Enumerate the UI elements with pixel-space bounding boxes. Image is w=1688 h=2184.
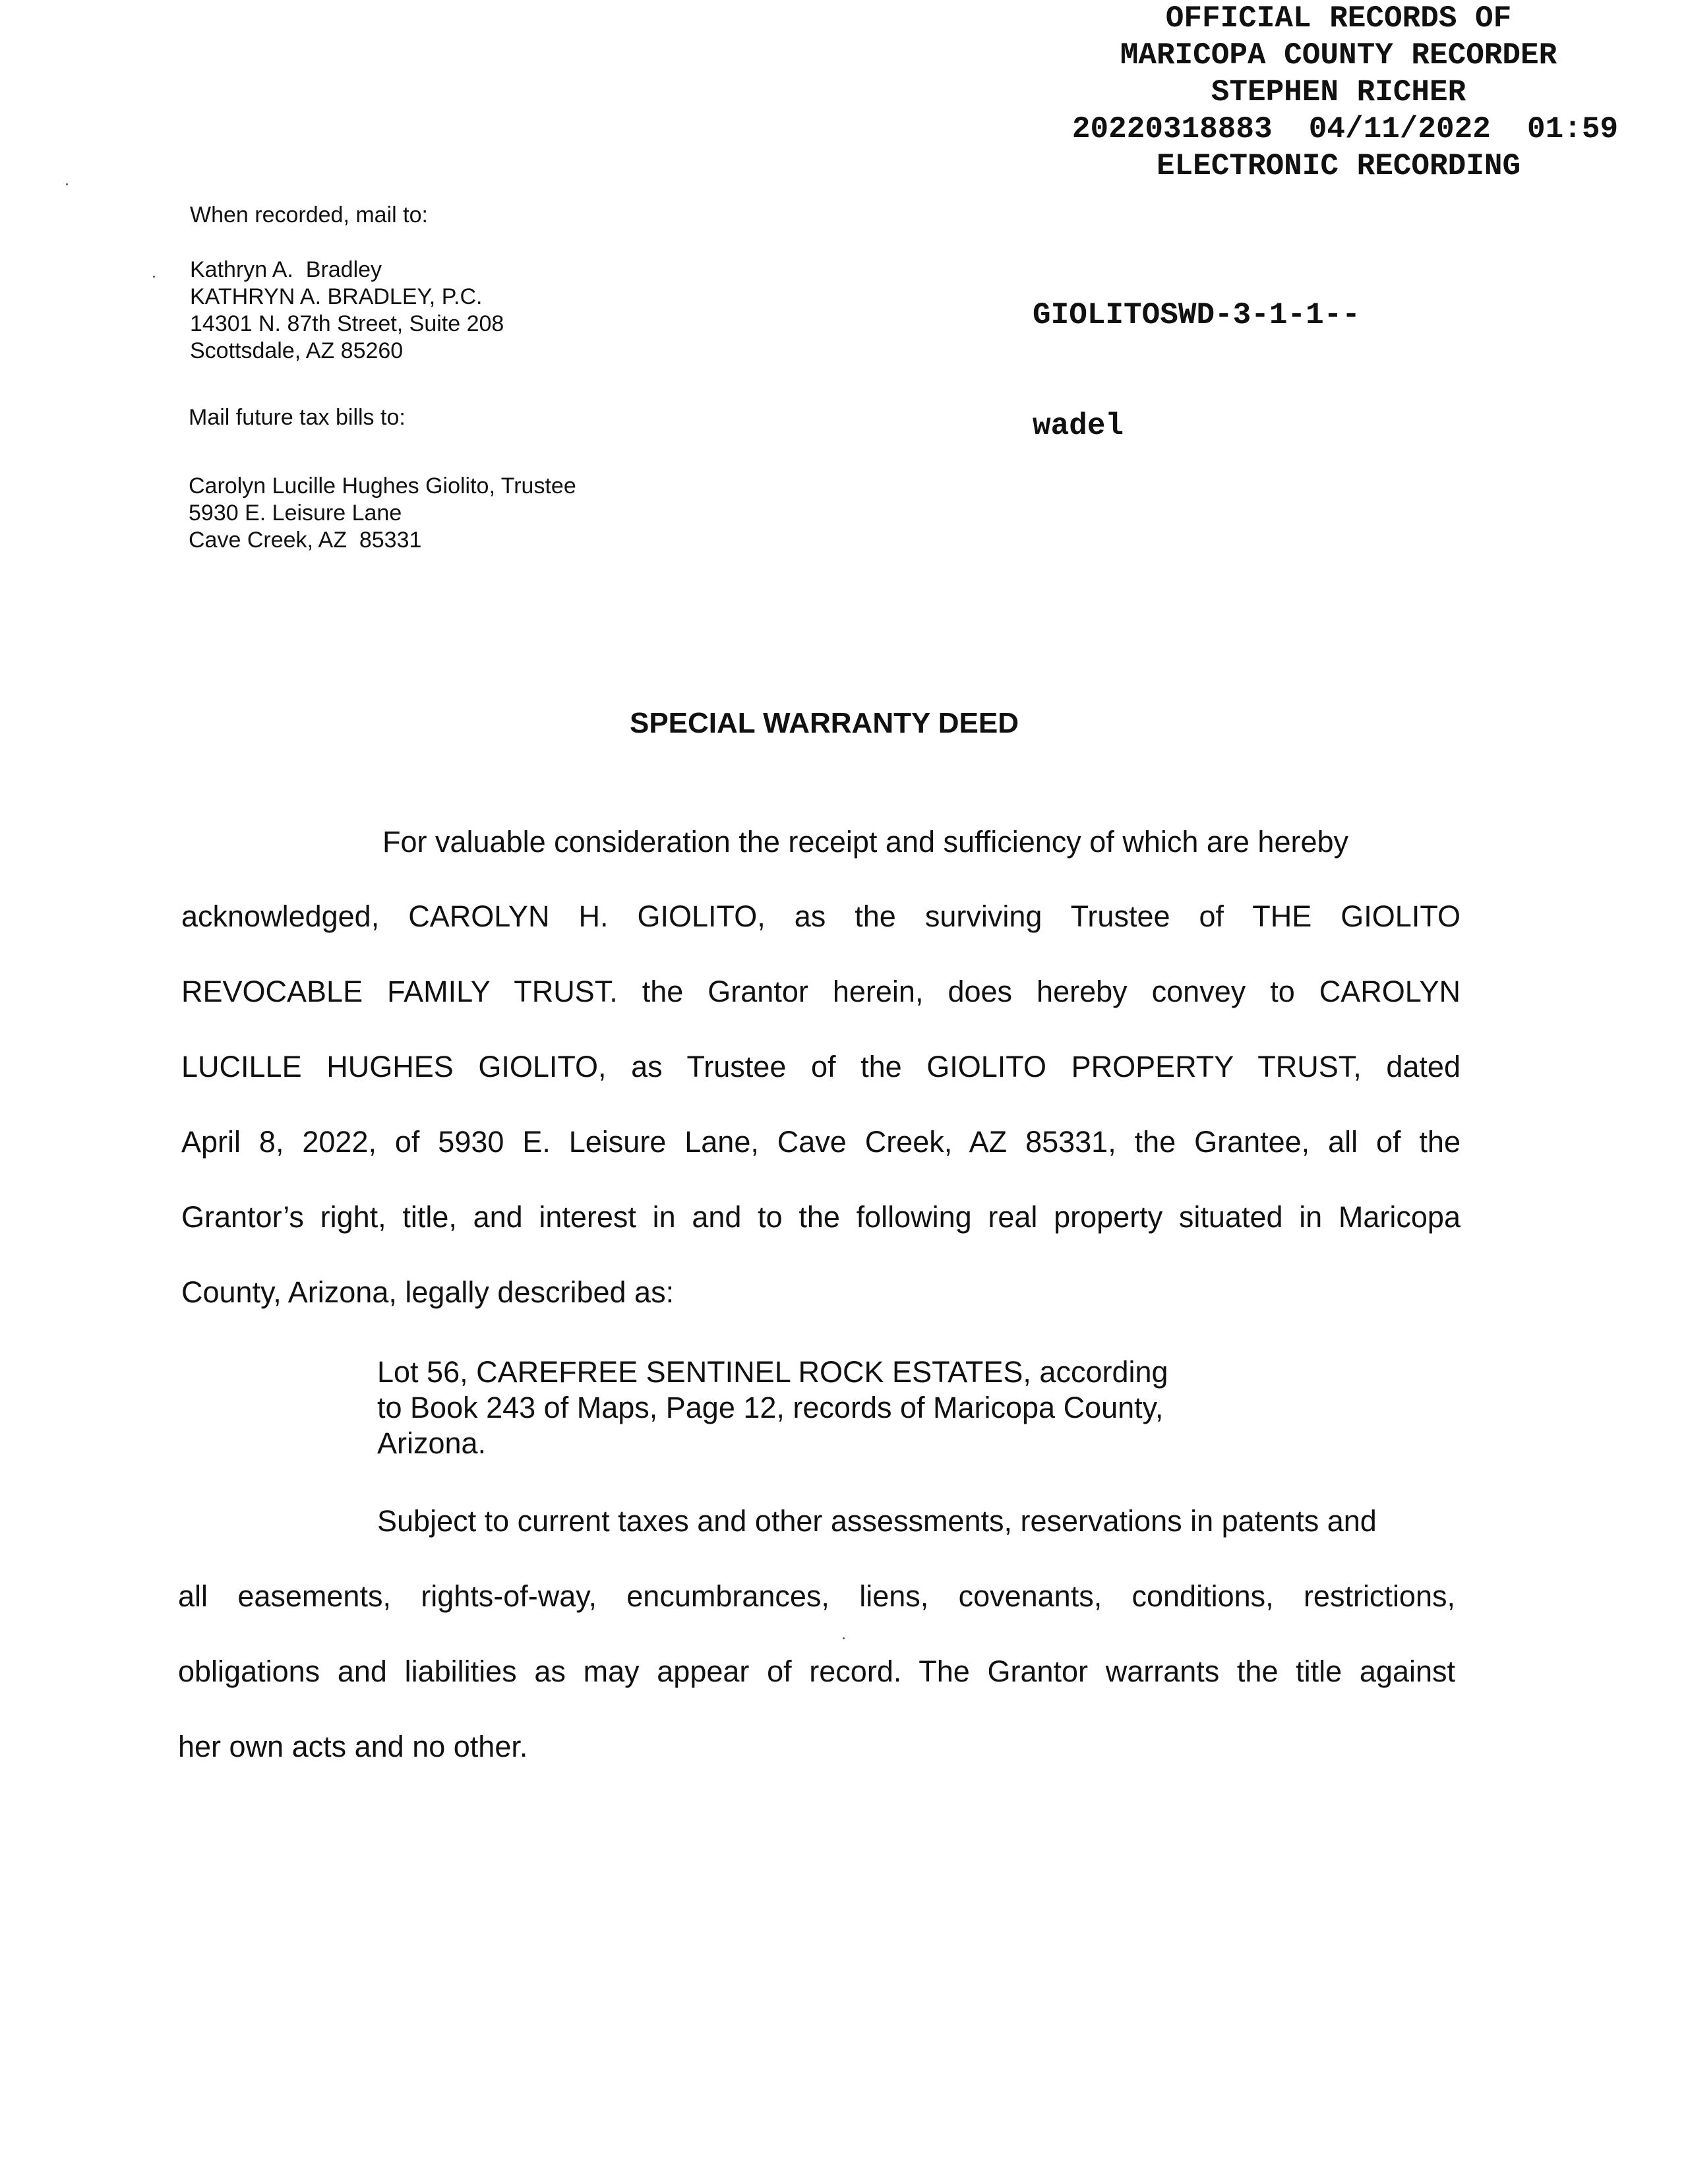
- legal-description-line: Arizona.: [377, 1426, 487, 1460]
- paragraph1-line: LUCILLE HUGHES GIOLITO, as Trustee of the GIOLITO PROPERTY TRUST, dated: [181, 1050, 1461, 1083]
- paragraph1-line: Grantor’s right, title, and interest in and to the following real property situated in Maricopa: [181, 1200, 1461, 1234]
- paragraph1-line: April 8, 2022, of 5930 E. Leisure Lane, Cave Creek, AZ 85331, the Grantee, all of the: [181, 1125, 1461, 1159]
- stamp-line-electronic: ELECTRONIC RECORDING: [1156, 149, 1521, 183]
- stamp-line-records: OFFICIAL RECORDS OF: [1165, 1, 1512, 36]
- paragraph2-line: Subject to current taxes and other assessments, reservations in patents and: [377, 1504, 1377, 1538]
- recorder-user: wadel: [1033, 409, 1124, 443]
- page-title: SPECIAL WARRANTY DEED: [629, 707, 1019, 739]
- mail-to-name: Kathryn A. Bradley: [190, 257, 382, 282]
- mail-to-firm: KATHRYN A. BRADLEY, P.C.: [190, 284, 483, 309]
- tax-bills-city: Cave Creek, AZ 85331: [189, 528, 422, 553]
- paragraph1-line: acknowledged, CAROLYN H. GIOLITO, as the surviving Trustee of THE GIOLITO: [181, 899, 1461, 933]
- stamp-line-recorder: MARICOPA COUNTY RECORDER: [1120, 38, 1557, 73]
- legal-description-line: to Book 243 of Maps, Page 12, records of Maricopa County,: [377, 1391, 1164, 1424]
- mail-to-city: Scottsdale, AZ 85260: [190, 338, 404, 363]
- mail-to-street: 14301 N. 87th Street, Suite 208: [190, 311, 504, 336]
- scan-speck: [153, 276, 155, 278]
- paragraph1-line: REVOCABLE FAMILY TRUST. the Grantor herein, does hereby convey to CAROLYN: [181, 975, 1461, 1008]
- stamp-line-recording-number: 20220318883 04/11/2022 01:59: [1071, 112, 1619, 146]
- scan-speck: [66, 183, 68, 185]
- tax-bills-name: Carolyn Lucille Hughes Giolito, Trustee: [189, 473, 576, 499]
- tax-bills-street: 5930 E. Leisure Lane: [189, 501, 402, 526]
- paragraph2-line: her own acts and no other.: [178, 1730, 528, 1763]
- stamp-line-recorder-name: STEPHEN RICHER: [1211, 75, 1466, 109]
- mail-to-heading: When recorded, mail to:: [190, 202, 428, 228]
- document-code: GIOLITOSWD-3-1-1--: [1033, 298, 1360, 332]
- paragraph1-line: County, Arizona, legally described as:: [181, 1275, 675, 1309]
- paragraph2-line: obligations and liabilities as may appear of record. The Grantor warrants the title against: [178, 1654, 1455, 1688]
- recorder-stamp: [1029, 0, 1648, 185]
- legal-description-line: Lot 56, CAREFREE SENTINEL ROCK ESTATES, according: [377, 1355, 1168, 1389]
- scan-speck: [843, 1637, 845, 1639]
- paragraph2-line: all easements, rights-of-way, encumbrances, liens, covenants, conditions, restrictions,: [178, 1579, 1455, 1613]
- document-code-block: [1033, 223, 1360, 481]
- paragraph1-line: For valuable consideration the receipt and sufficiency of which are hereby: [382, 825, 1349, 859]
- tax-bills-heading: Mail future tax bills to:: [189, 405, 406, 430]
